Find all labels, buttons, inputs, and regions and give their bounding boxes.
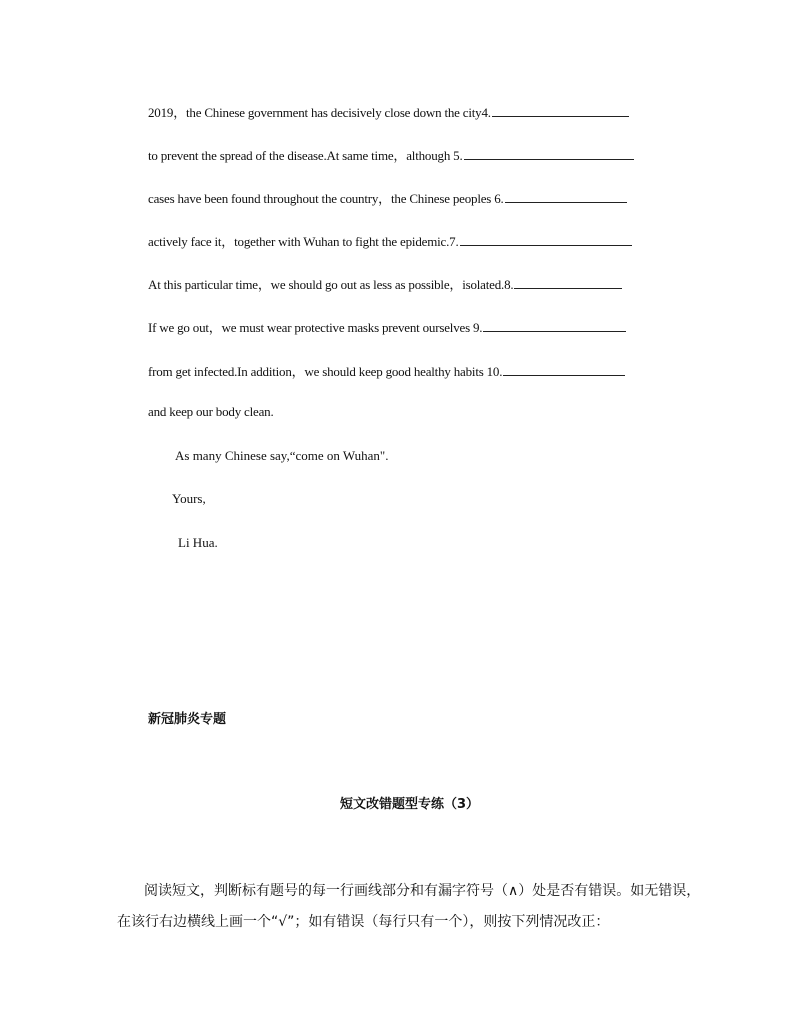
letter-line-4: [148, 231, 678, 250]
answer-blank-9[interactable]: [483, 330, 626, 332]
letter-line-5: [148, 274, 678, 293]
letter-line-text: to prevent the spread of the disease.At same time，although 5.: [148, 148, 463, 163]
closing-yours: Yours,: [172, 491, 206, 506]
letter-line-text: If we go out，we must wear protective masks prevent ourselves 9.: [148, 320, 483, 335]
letter-line-1: [148, 102, 678, 121]
answer-blank-4[interactable]: [492, 115, 629, 117]
closing-quote: As many Chinese say,“come on Wuhan".: [175, 448, 389, 463]
letter-line-text: 2019，the Chinese government has decisively close down the city4.: [148, 105, 491, 120]
letter-line-text: actively face it，together with Wuhan to fight the epidemic.7.: [148, 234, 459, 249]
instruction-line-1: 阅读短文，判断标有题号的每一行画线部分和有漏字符号（∧）处是否有错误。如无错误，: [144, 883, 701, 899]
letter-line-2: [148, 145, 678, 164]
letter-line-text: At this particular time，we should go out as less as possible，isolated.8.: [148, 277, 514, 292]
answer-blank-10[interactable]: [503, 374, 625, 376]
letter-line-text: and keep our body clean.: [148, 404, 274, 419]
answer-blank-6[interactable]: [505, 201, 627, 203]
letter-line-8: [148, 404, 678, 420]
instruction-line-2: 在该行右边横线上画一个“√”；如有错误（每行只有一个），则按下列情况改正：: [117, 914, 610, 930]
answer-blank-7[interactable]: [460, 244, 632, 246]
letter-line-7: [148, 361, 678, 380]
letter-line-text: cases have been found throughout the country，the Chinese peoples 6.: [148, 191, 504, 206]
answer-blank-5[interactable]: [464, 158, 634, 160]
letter-line-6: [148, 317, 678, 336]
section-label: 新冠肺炎专题: [148, 712, 227, 727]
letter-line-3: [148, 188, 678, 207]
answer-blank-8[interactable]: [514, 287, 622, 289]
letter-line-text: from get infected.In addition，we should keep good healthy habits 10.: [148, 364, 503, 379]
signature: Li Hua.: [178, 535, 218, 550]
exercise-title: 短文改错题型专练（3）: [340, 797, 480, 812]
